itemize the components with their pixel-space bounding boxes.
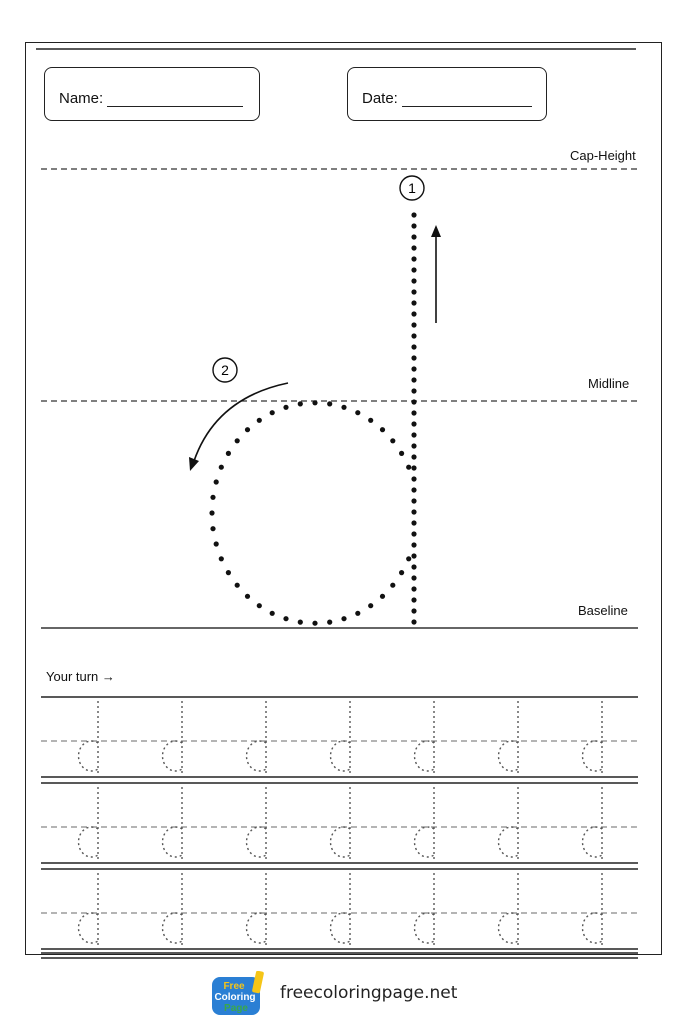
bowl-dot [355,410,360,415]
bowl-dot [341,616,346,621]
stem-dot [411,476,416,481]
stem-dot [411,300,416,305]
tracing-area [26,43,663,643]
bowl-dot [219,465,224,470]
bowl-dot [312,621,317,626]
cap-height-label: Cap-Height [570,148,636,163]
bowl-dot [390,583,395,588]
stem-dot [411,399,416,404]
bowl-dot [235,438,240,443]
practice-letter-d [247,873,266,945]
up-arrow-head [431,225,441,237]
bowl-dot [209,510,214,515]
stem-dot [411,531,416,536]
bowl-dot [380,427,385,432]
site-url[interactable]: freecoloringpage.net [280,983,458,1003]
stem-dot [411,355,416,360]
practice-letter-d [499,873,518,945]
bowl-dot [210,526,215,531]
stem-dot [411,333,416,338]
step2-number: 2 [221,362,229,378]
bowl-dot [257,418,262,423]
bowl-dot [380,594,385,599]
stem-dot [411,234,416,239]
curve-arrow [194,383,288,461]
stem-dot [411,245,416,250]
stem-dot [411,553,416,558]
bowl-dot [298,401,303,406]
svg-text:Free: Free [223,981,245,992]
practice-letter-d [415,787,434,859]
bowl-dot [399,451,404,456]
stem-dot [411,223,416,228]
bowl-dot [399,570,404,575]
stem-dot [411,443,416,448]
practice-letter-d [331,873,350,945]
practice-letter-d [79,873,98,945]
practice-letter-d [583,701,602,773]
bowl-dot [270,611,275,616]
bowl-dot [210,495,215,500]
bowl-dot [327,401,332,406]
stem-dot [411,542,416,547]
stem-dot [411,498,416,503]
date-label: Date: [362,90,398,107]
name-label: Name: [59,90,104,107]
bowl-dot [226,570,231,575]
practice-letter-d [499,787,518,859]
svg-text:Coloring: Coloring [214,992,256,1003]
bowl-dot [368,418,373,423]
bowl-dot [283,405,288,410]
practice-letter-d [331,701,350,773]
bowl-dot [341,405,346,410]
bowl-dot [270,410,275,415]
bowl-dot [298,620,303,625]
site-logo [210,971,266,1019]
practice-letter-d [331,787,350,859]
bowl-dot [214,479,219,484]
stem-dot [411,465,416,470]
bowl-dot [283,616,288,621]
practice-letter-d [499,701,518,773]
bowl-dot [406,465,411,470]
stem-dot [411,410,416,415]
bowl-dot [257,603,262,608]
stem-dot [411,509,416,514]
stem-dot [411,597,416,602]
stem-dot [411,454,416,459]
practice-letter-d [79,787,98,859]
step1-number: 1 [408,180,416,196]
curve-arrow-head [189,457,199,471]
practice-letter-d [415,701,434,773]
practice-rows [26,683,663,963]
stem-dot [411,421,416,426]
baseline-label: Baseline [578,603,628,618]
bowl-dot [214,541,219,546]
svg-text:Page: Page [224,1003,248,1014]
bowl-dot [245,427,250,432]
practice-letter-d [247,701,266,773]
stem-dot [411,278,416,283]
bowl-dot [390,438,395,443]
stem-dot [411,322,416,327]
practice-letter-d [583,873,602,945]
bowl-dot [368,603,373,608]
bowl-dot [245,594,250,599]
bowl-dot [312,400,317,405]
stem-dot [411,564,416,569]
practice-letter-d [583,787,602,859]
practice-letter-d [415,873,434,945]
stem-dot [411,575,416,580]
stem-dot [411,212,416,217]
bowl-dot [235,583,240,588]
stem-dot [411,586,416,591]
stem-dot [411,432,416,437]
stem-dot [411,311,416,316]
stem-dot [411,344,416,349]
practice-letter-d [163,873,182,945]
traceable-letter-d [209,212,416,625]
bowl-dot [219,556,224,561]
bowl-dot [226,451,231,456]
practice-letter-d [163,701,182,773]
stem-dot [411,377,416,382]
practice-letter-d [247,787,266,859]
midline-label: Midline [588,376,630,391]
stem-dot [411,388,416,393]
practice-letter-d [163,787,182,859]
stem-dot [411,608,416,613]
stem-dot [411,520,416,525]
bowl-dot [406,556,411,561]
stem-dot [411,256,416,261]
stem-dot [411,267,416,272]
bowl-dot [355,611,360,616]
stem-dot [411,487,416,492]
stem-dot [411,289,416,294]
stem-dot [411,619,416,624]
practice-letter-d [79,701,98,773]
your-turn-label: Your turn → [46,669,115,684]
worksheet-frame [25,42,662,955]
bowl-dot [327,620,332,625]
stem-dot [411,366,416,371]
